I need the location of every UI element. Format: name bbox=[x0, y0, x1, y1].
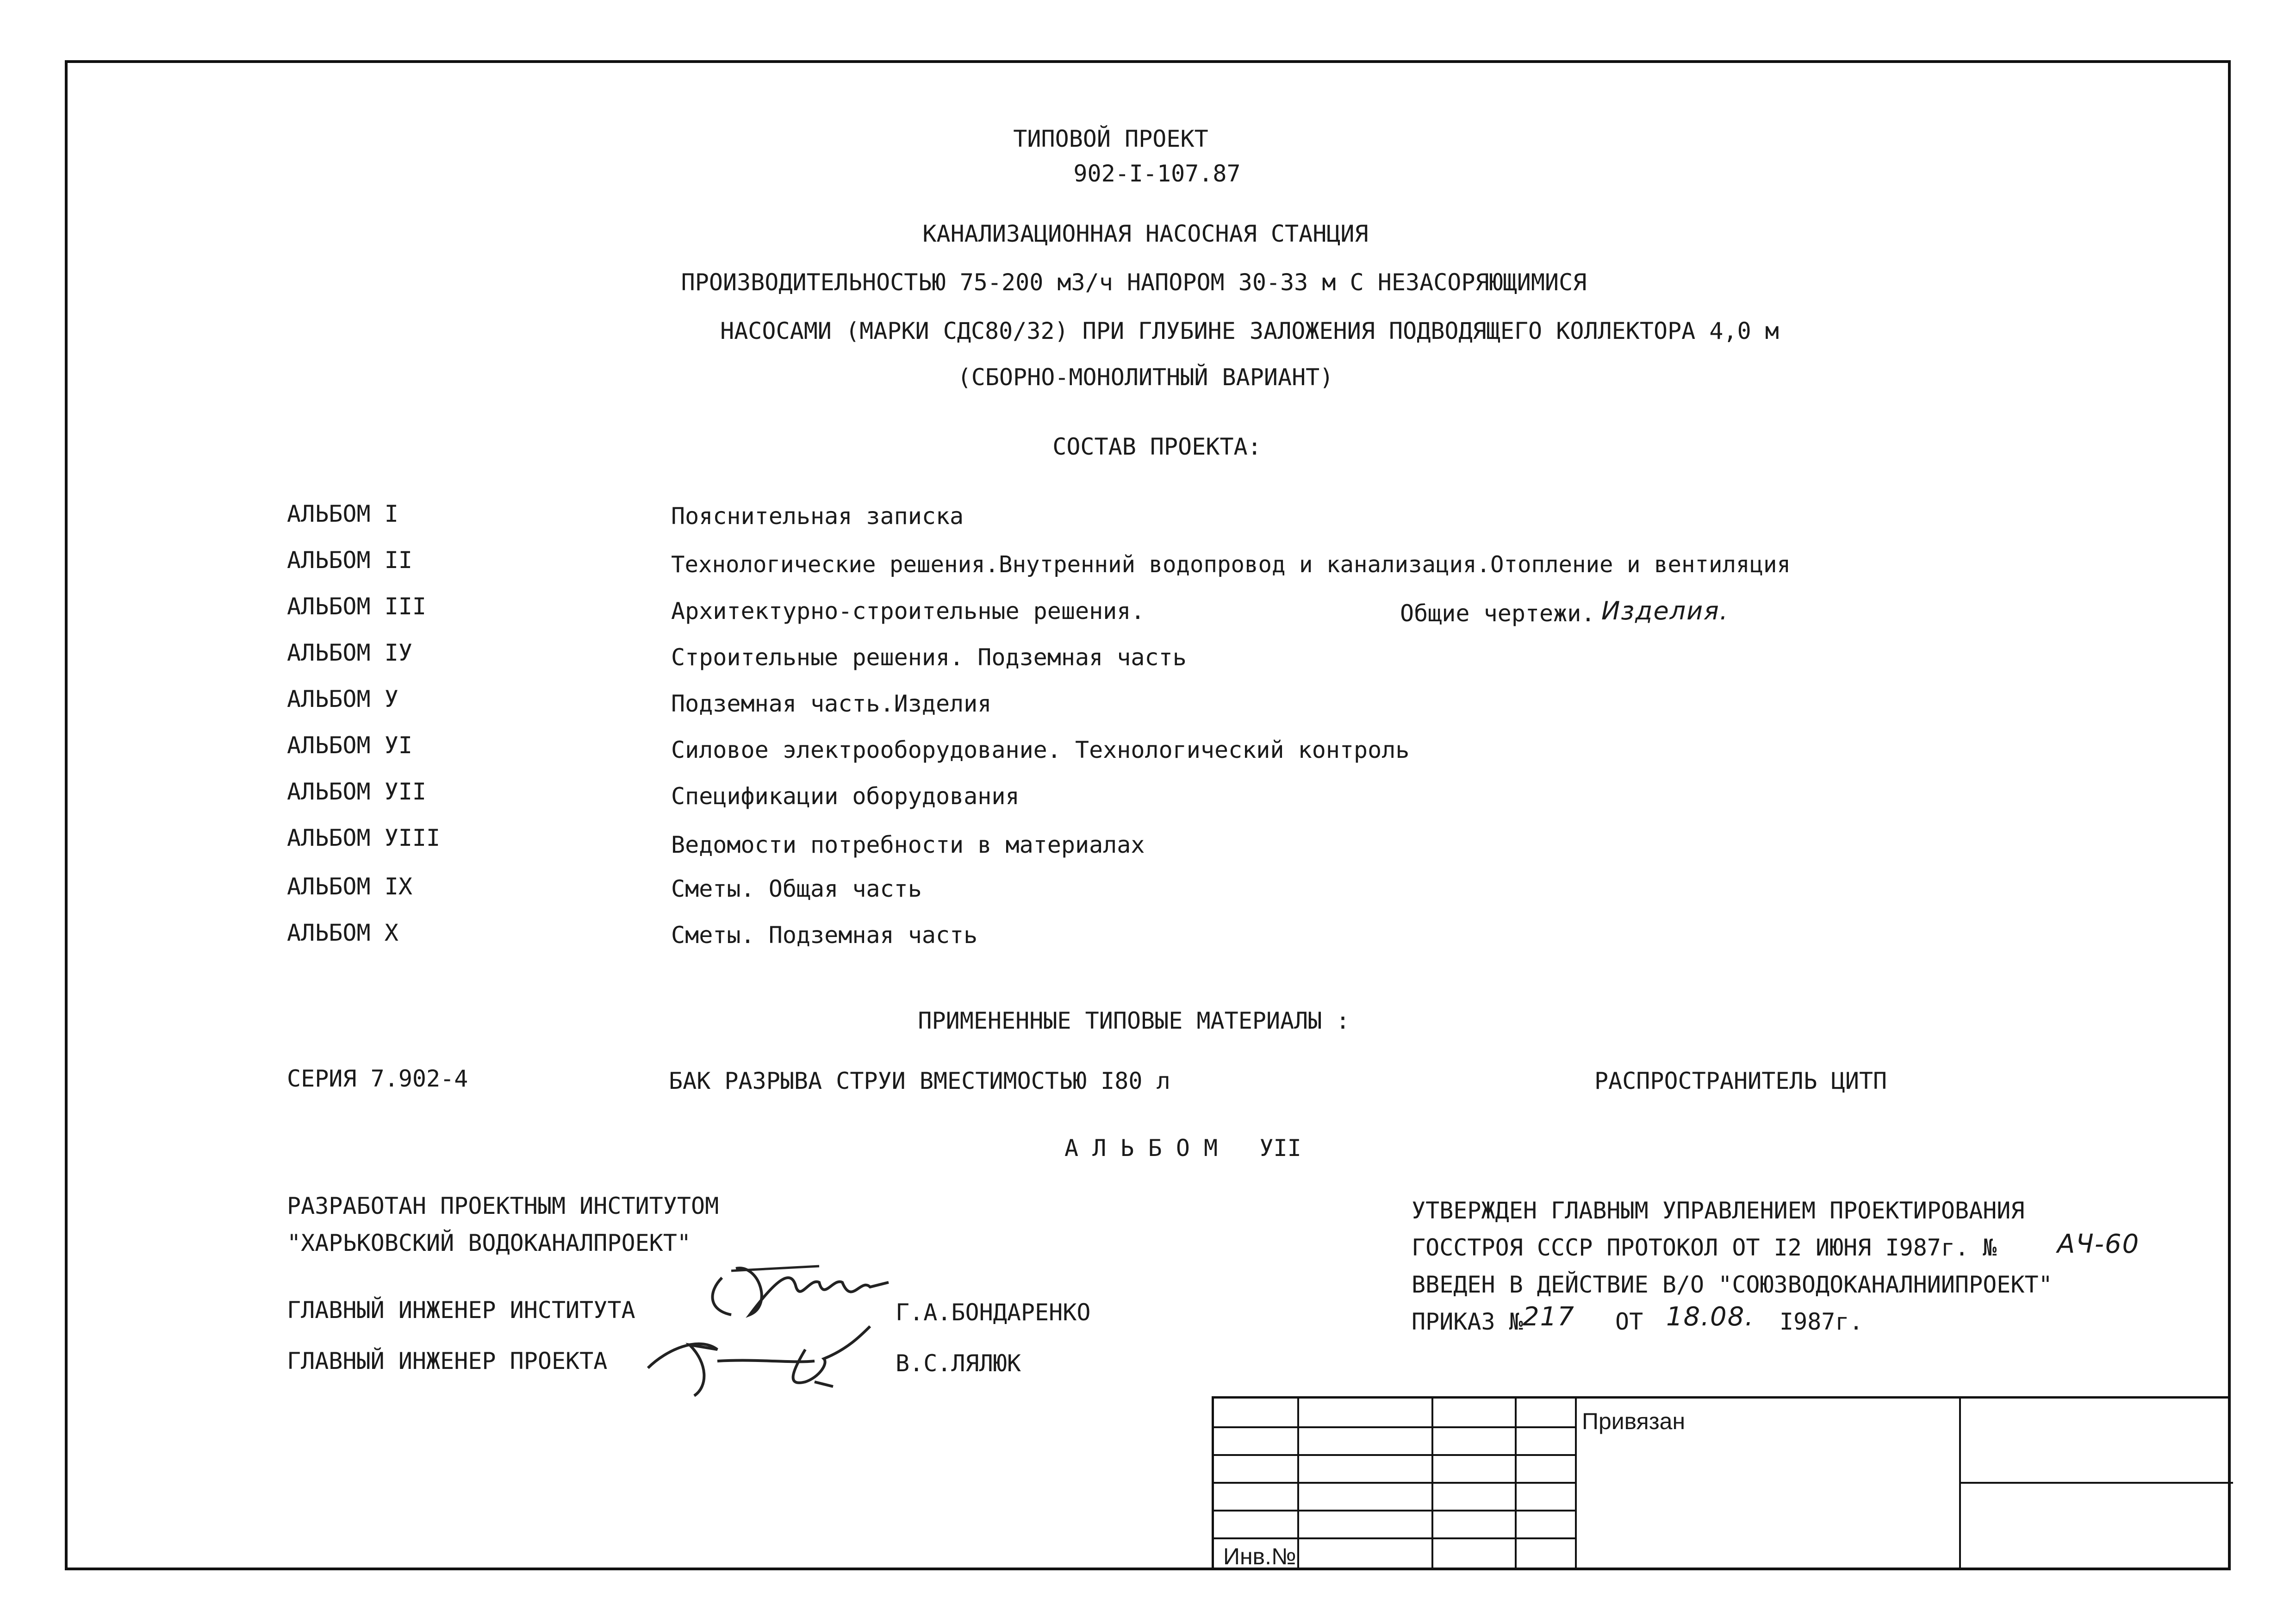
album-desc: Силовое электрооборудование. Технологический контроль bbox=[671, 737, 1410, 763]
album-name: АЛЬБОМ У bbox=[287, 686, 398, 712]
approval-line-3: ВВЕДЕН В ДЕЙСТВИЕ В/О "СОЮЗВОДОКАНАЛНИИПРОЕКТ" bbox=[1412, 1271, 2053, 1298]
doc-number: 902-I-107.87 bbox=[1073, 160, 1241, 187]
materials-distributor: РАСПРОСТРАНИТЕЛЬ ЦИТП bbox=[1594, 1068, 1887, 1094]
album-name: АЛЬБОМ I bbox=[287, 500, 398, 527]
album-desc: Технологические решения.Внутренний водопровод и канализация.Отопление и вентиляция bbox=[671, 551, 1791, 578]
album-name: АЛЬБОМ III bbox=[287, 593, 427, 620]
approval-line-4c: I987г. bbox=[1780, 1308, 1863, 1335]
approval-protocol-number: АЧ-60 bbox=[2057, 1229, 2140, 1259]
album-desc: Сметы. Общая часть bbox=[671, 875, 922, 902]
album-desc: Строительные решения. Подземная часть bbox=[671, 644, 1187, 671]
signature-lyalyuk bbox=[639, 1317, 879, 1400]
album-desc: Подземная часть.Изделия bbox=[671, 690, 992, 717]
approval-line-2: ГОССТРОЯ СССР ПРОТОКОЛ ОТ I2 ИЮНЯ I987г. № bbox=[1412, 1234, 1997, 1261]
inventory-number-label: Инв.№ bbox=[1223, 1543, 1296, 1569]
album-desc: Ведомости потребности в материалах bbox=[671, 831, 1145, 858]
album-label: А Л Ь Б О М УII bbox=[1064, 1135, 1301, 1162]
approval-order-number: 217 bbox=[1523, 1302, 1575, 1332]
chief-institute-label: ГЛАВНЫЙ ИНЖЕНЕР ИНСТИТУТА bbox=[287, 1297, 635, 1324]
album-desc: Архитектурно-строительные решения. bbox=[671, 598, 1145, 625]
album-desc-extra: Общие чертежи. bbox=[1400, 600, 1595, 627]
materials-heading: ПРИМЕНЕННЫЕ ТИПОВЫЕ МАТЕРИАЛЫ : bbox=[918, 1007, 1350, 1034]
album-name: АЛЬБОМ УIII bbox=[287, 824, 441, 851]
album-desc: Сметы. Подземная часть bbox=[671, 922, 978, 949]
album-desc: Пояснительная записка bbox=[671, 503, 964, 530]
approval-line-4b: ОТ bbox=[1615, 1308, 1643, 1335]
album-name: АЛЬБОМ IУ bbox=[287, 639, 412, 666]
title-line-4: (СБОРНО-МОНОЛИТНЫЙ ВАРИАНТ) bbox=[957, 364, 1334, 391]
approval-line-4a: ПРИКАЗ № bbox=[1412, 1308, 1523, 1335]
album-name: АЛЬБОМ II bbox=[287, 547, 412, 574]
approval-order-date: 18.08. bbox=[1666, 1302, 1755, 1332]
developer-line-1: РАЗРАБОТАН ПРОЕКТНЫМ ИНСТИТУТОМ bbox=[287, 1193, 719, 1219]
album-name: АЛЬБОМ УI bbox=[287, 732, 412, 759]
chief-institute-name: Г.А.БОНДАРЕНКО bbox=[896, 1299, 1091, 1326]
privyazan-label: Привязан bbox=[1582, 1408, 1686, 1434]
title-line-3: НАСОСАМИ (МАРКИ СДС80/32) ПРИ ГЛУБИНЕ ЗАЛОЖЕНИЯ ПОДВОДЯЩЕГО КОЛЛЕКТОРА 4,0 м bbox=[720, 318, 1779, 344]
album-desc: Спецификации оборудования bbox=[671, 783, 1020, 810]
album-name: АЛЬБОМ УII bbox=[287, 778, 427, 805]
title-line-2: ПРОИЗВОДИТЕЛЬНОСТЬЮ 75-200 м3/ч НАПОРОМ 30-33 м С НЕЗАСОРЯЮЩИМИСЯ bbox=[681, 269, 1587, 296]
album-name: АЛЬБОМ X bbox=[287, 919, 398, 946]
developer-line-2: "ХАРЬКОВСКИЙ ВОДОКАНАЛПРОЕКТ" bbox=[287, 1230, 691, 1256]
doc-type: ТИПОВОЙ ПРОЕКТ bbox=[1013, 125, 1208, 152]
approval-line-1: УТВЕРЖДЕН ГЛАВНЫМ УПРАВЛЕНИЕМ ПРОЕКТИРОВАНИЯ bbox=[1412, 1197, 2025, 1224]
album-name: АЛЬБОМ IX bbox=[287, 873, 412, 900]
materials-series: СЕРИЯ 7.902-4 bbox=[287, 1065, 468, 1092]
chief-project-label: ГЛАВНЫЙ ИНЖЕНЕР ПРОЕКТА bbox=[287, 1348, 608, 1374]
materials-item: БАК РАЗРЫВА СТРУИ ВМЕСТИМОСТЬЮ I80 л bbox=[669, 1068, 1170, 1094]
chief-project-name: В.С.ЛЯЛЮК bbox=[896, 1350, 1021, 1377]
title-block bbox=[1212, 1396, 2231, 1570]
album-desc-handwritten: Изделия. bbox=[1601, 596, 1729, 625]
title-line-1: КАНАЛИЗАЦИОННАЯ НАСОСНАЯ СТАНЦИЯ bbox=[922, 220, 1369, 247]
composition-heading: СОСТАВ ПРОЕКТА: bbox=[1052, 433, 1262, 460]
